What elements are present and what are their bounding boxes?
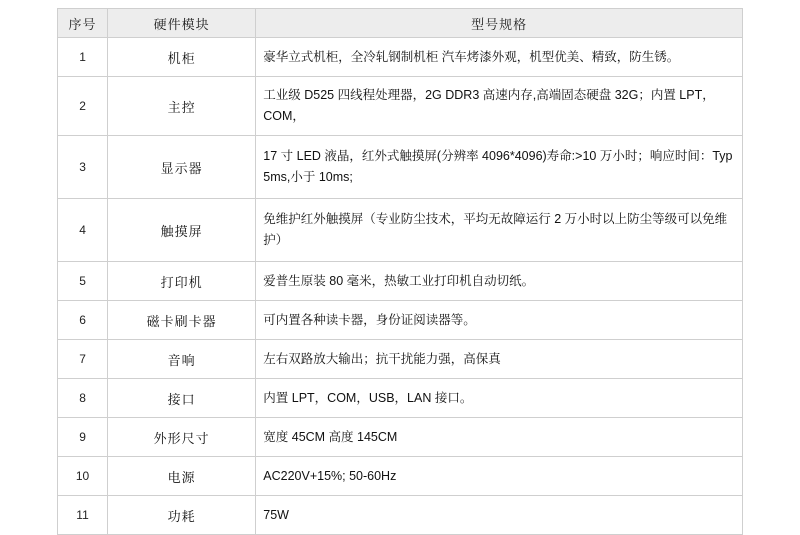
column-header-index: 序号: [58, 9, 108, 38]
cell-spec: 豪华立式机柜，全冷轧钢制机柜 汽车烤漆外观，机型优美、精致，防生锈。: [256, 38, 743, 77]
cell-spec: 可内置各种读卡器，身份证阅读器等。: [256, 301, 743, 340]
cell-index: 10: [58, 457, 108, 496]
cell-module: 触摸屏: [108, 199, 256, 262]
table-row: [58, 136, 743, 199]
document-page: [0, 8, 800, 524]
cell-index: 2: [58, 77, 108, 136]
cell-module: 磁卡刷卡器: [108, 301, 256, 340]
cell-spec: 免维护红外触摸屏（专业防尘技术，平均无故障运行 2 万小时以上防尘等级可以免维护）: [256, 199, 743, 262]
cell-module: 功耗: [108, 496, 256, 535]
hardware-spec-table: [57, 8, 743, 535]
cell-spec: 爱普生原装 80 毫米，热敏工业打印机自动切纸。: [256, 262, 743, 301]
cell-spec: 宽度 45CM 高度 145CM: [256, 418, 743, 457]
table-row: [58, 77, 743, 136]
table-row: [58, 496, 743, 535]
table-row: [58, 379, 743, 418]
table-row: [58, 38, 743, 77]
cell-index: 1: [58, 38, 108, 77]
cell-module: 音响: [108, 340, 256, 379]
table-row: [58, 262, 743, 301]
cell-spec: 75W: [256, 496, 743, 535]
cell-spec: 17 寸 LED 液晶，红外式触摸屏(分辨率 4096*4096)寿命:>10 万小时；响应时间：Typ 5ms,小于 10ms;: [256, 136, 743, 199]
table-header-row: [58, 9, 743, 38]
table-header: [58, 9, 743, 38]
cell-module: 主控: [108, 77, 256, 136]
cell-index: 6: [58, 301, 108, 340]
table-row: [58, 199, 743, 262]
table-row: [58, 418, 743, 457]
cell-module: 显示器: [108, 136, 256, 199]
cell-module: 电源: [108, 457, 256, 496]
cell-index: 4: [58, 199, 108, 262]
cell-index: 7: [58, 340, 108, 379]
cell-index: 5: [58, 262, 108, 301]
table-row: [58, 301, 743, 340]
cell-module: 外形尺寸: [108, 418, 256, 457]
cell-spec: 内置 LPT，COM，USB，LAN 接口。: [256, 379, 743, 418]
cell-index: 11: [58, 496, 108, 535]
cell-module: 打印机: [108, 262, 256, 301]
cell-module: 接口: [108, 379, 256, 418]
column-header-module: 硬件模块: [108, 9, 256, 38]
cell-module: 机柜: [108, 38, 256, 77]
cell-spec: 左右双路放大输出；抗干扰能力强，高保真: [256, 340, 743, 379]
cell-index: 3: [58, 136, 108, 199]
cell-spec: 工业级 D525 四线程处理器，2G DDR3 高速内存,高端固态硬盘 32G；内置 LPT，COM，: [256, 77, 743, 136]
cell-index: 9: [58, 418, 108, 457]
cell-index: 8: [58, 379, 108, 418]
table-body: [58, 38, 743, 535]
table-row: [58, 340, 743, 379]
cell-spec: AC220V+15%; 50-60Hz: [256, 457, 743, 496]
table-row: [58, 457, 743, 496]
column-header-spec: 型号规格: [256, 9, 743, 38]
